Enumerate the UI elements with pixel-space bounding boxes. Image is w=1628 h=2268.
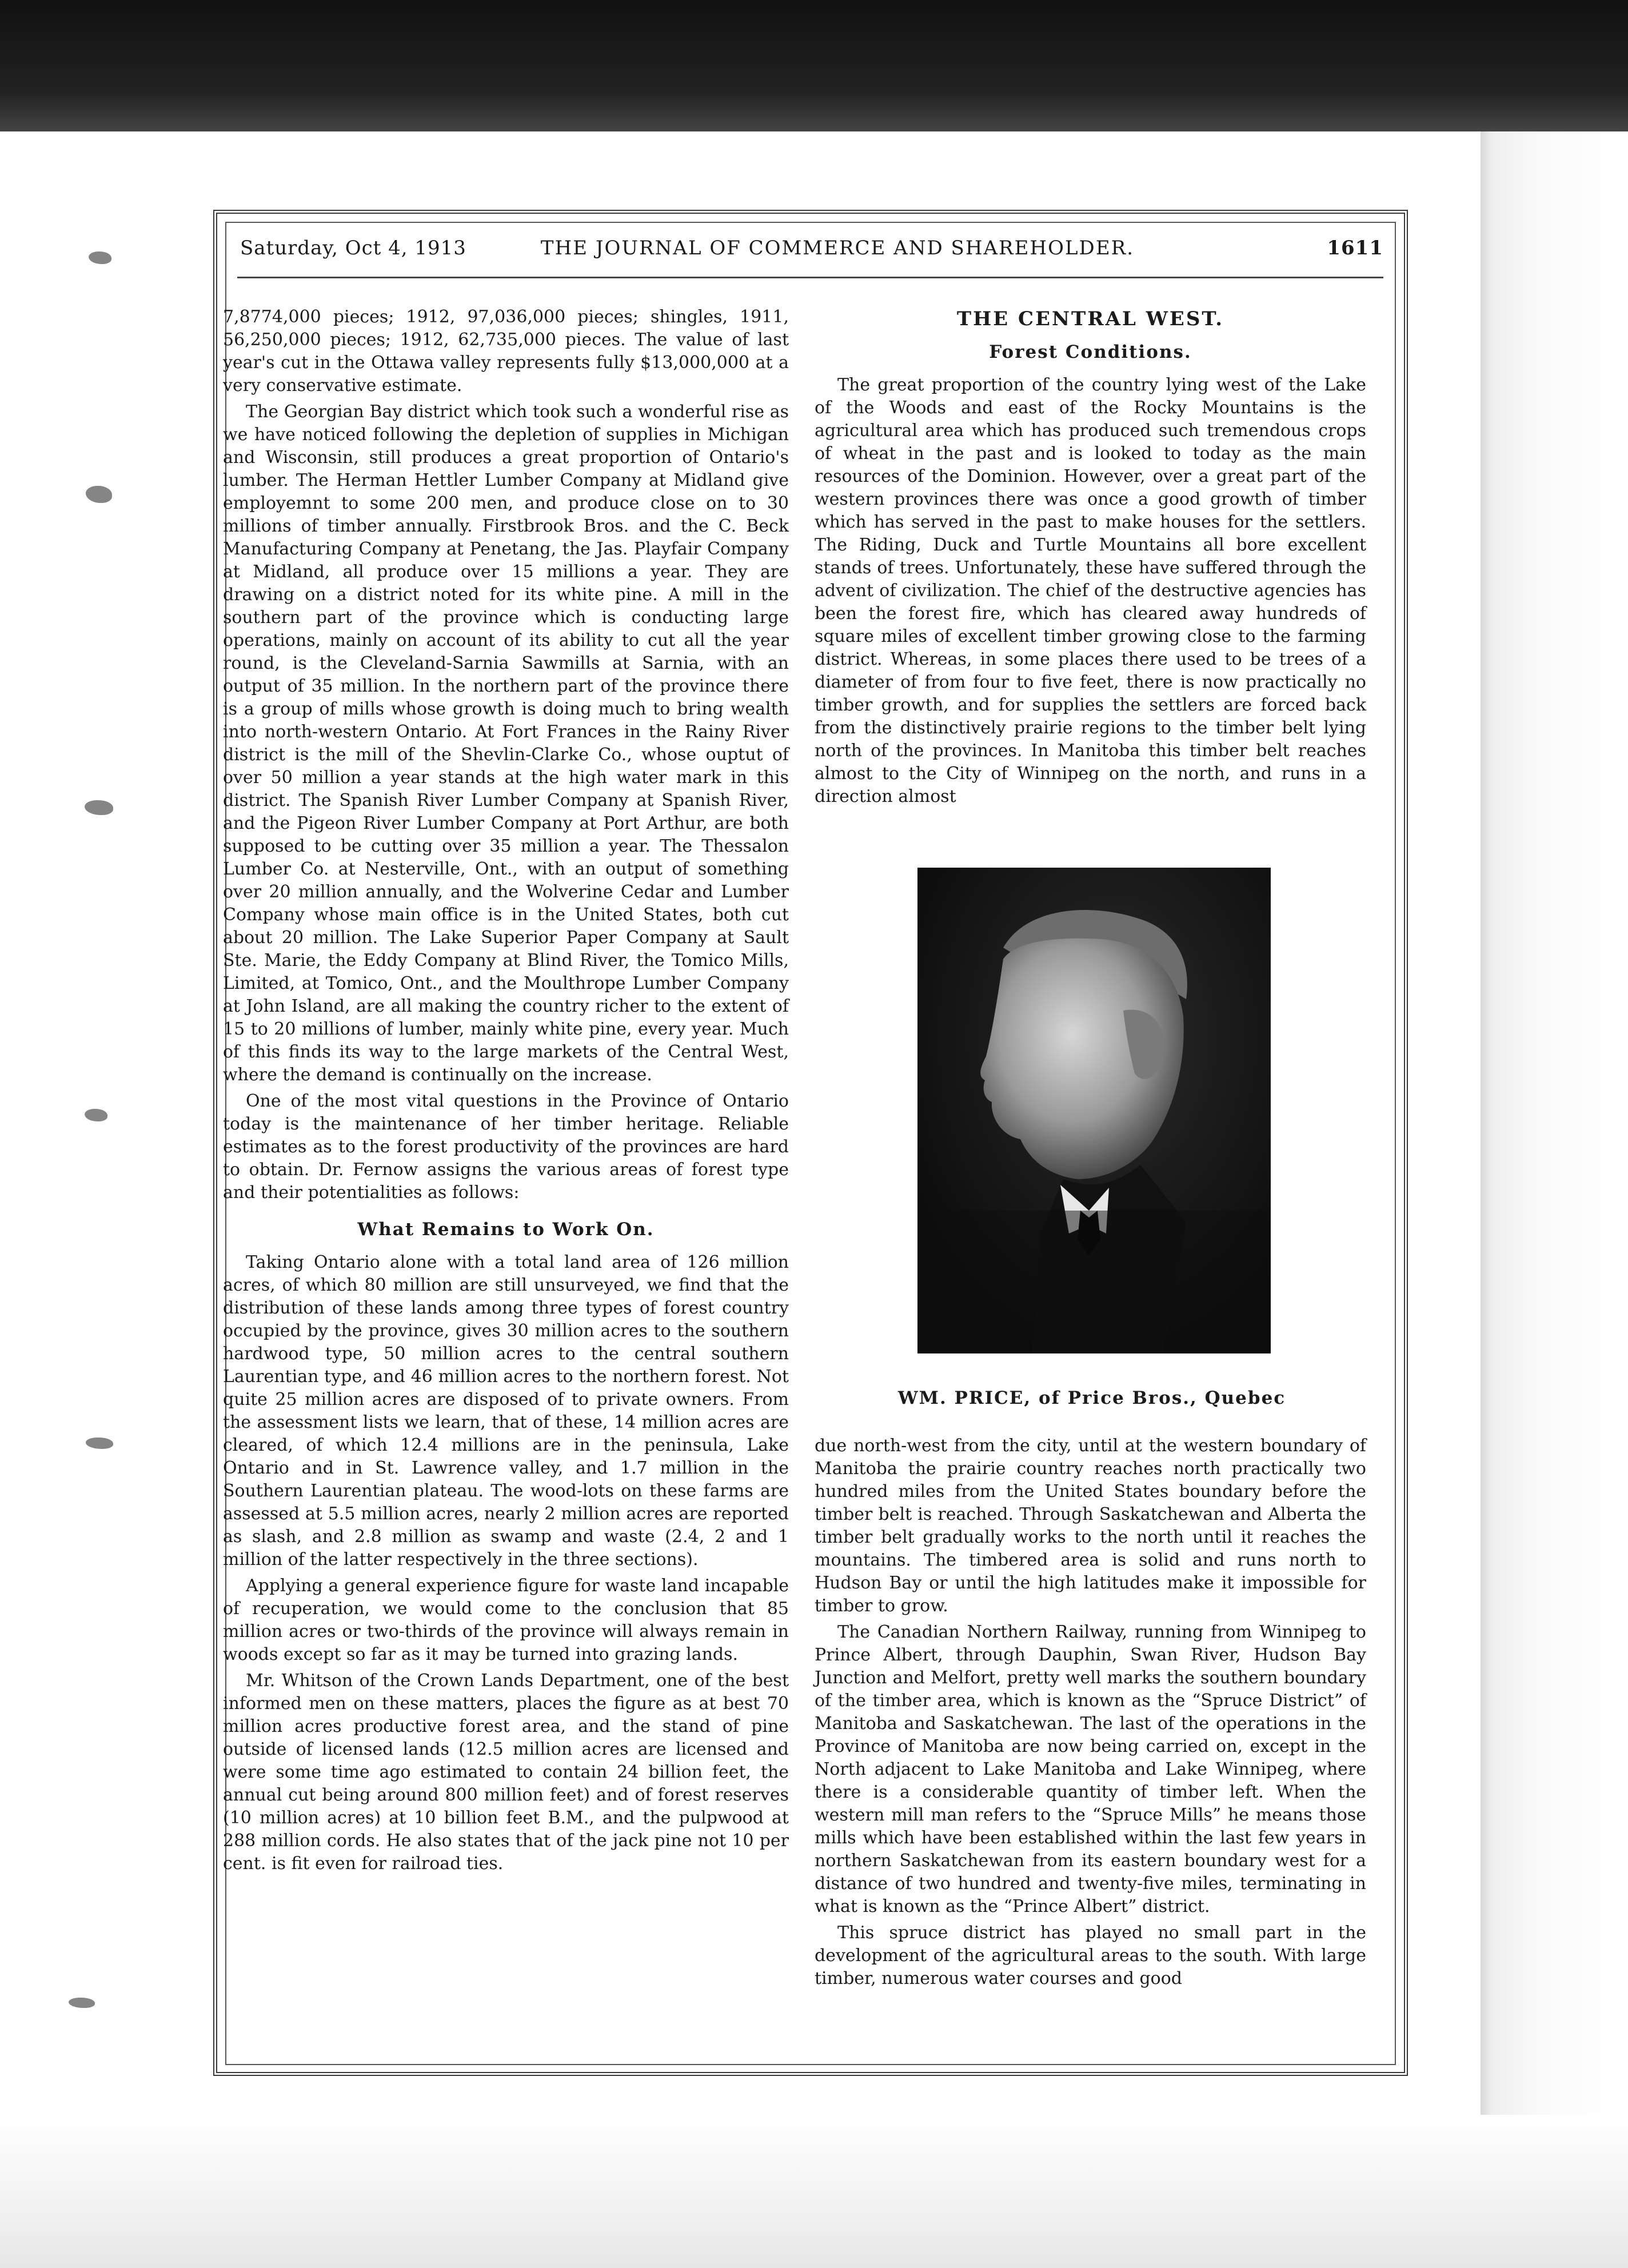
right-column-bottom [815, 1435, 1366, 1994]
portrait-illustration [917, 868, 1271, 1353]
right-column-top [815, 303, 1366, 812]
edge-blemish [86, 486, 112, 503]
edge-blemish [69, 1998, 95, 2008]
paragraph: The Canadian Northern Railway, running from Winnipeg to Prince Albert, through Dauphin, Swan River, Hudson Bay Junction and Melfort, pretty well marks the southern boundary of the timber area, which is known as the “Spruce District” of Manitoba and Saskatchewan. The last of the operations in the Province of Manitoba are now being carried on, except in the North adjacent to Lake Manitoba and Lake Winnipeg, where there is a considerable quantity of timber left. When the western mill man refers to the “Spruce Mills” he means those mills which have been established within the last few years in northern Saskatchewan from its eastern boundary west for a distance of two hundred and twenty-five miles, terminating in what is known as the “Prince Albert” district. [815, 1622, 1366, 1916]
paragraph: due north-west from the city, until at the western boundary of Manitoba the prairie country reaches north practically two hundred miles from the United States boundary before the timber belt is reached. Through Saskatchewan and Alberta the timber belt gradually works to the north until it reaches the mountains. The timbered area is solid and runs north to Hudson Bay or until the high latitudes make it impossible for timber to grow. [815, 1436, 1366, 1616]
page-number: 1611 [1327, 237, 1383, 259]
scan-right-margin [1481, 131, 1628, 2268]
journal-title: THE JOURNAL OF COMMERCE AND SHAREHOLDER. [540, 237, 1135, 259]
edge-blemish [89, 251, 111, 264]
edge-blemish [85, 800, 113, 815]
paragraph: The great proportion of the country lying west of the Lake of the Woods and east of the Rocky Mountains is the agricultural area which has produced such tremendous crops of wheat in the past and is looked to today as the main resources of the Dominion. However, over a great part of the western provinces there was once a good growth of timber which has served in the past to make houses for the settlers. The Riding, Duck and Turtle Mountains all bore excellent stands of trees. Unfortunately, these have suffered through the advent of civilization. The chief of the destructive agencies has been the forest fire, which has cleared away hundreds of square miles of excellent timber growing close to the farming district. Whereas, in some places there used to be trees of a diameter of from four to five feet, there is now practically no timber growth, and for supplies the settlers are forced back from the distinctively prairie regions to the timber belt lying north of the provinces. In Manitoba this timber belt reaches almost to the City of Winnipeg on the north, and runs in a direction almost [815, 375, 1366, 806]
left-column [223, 306, 789, 1879]
portrait-photo [917, 868, 1271, 1353]
paragraph: Applying a general experience figure for waste land incapable of recuperation, we would come to the conclusion that 85 million acres or two-thirds of the province will always remain in woods except so far as it may be turned into grazing lands. [223, 1576, 789, 1664]
paragraph: Taking Ontario alone with a total land area of 126 million acres, of which 80 million are still unsurveyed, we find that the distribution of these lands among three types of forest country occupied by the province, gives 30 million acres to the southern hardwood type, 50 million acres to the central southern Laurentian type, and 46 million acres to the northern forest. Not quite 25 million acres are disposed of to private owners. From the assessment lists we learn, that of these, 14 million acres are cleared, of which 12.4 millions are in the peninsula, Lake Ontario and in St. Lawrence valley, and 1.7 million in the Southern Laurentian plateau. The wood-lots on these farms are assessed at 5.5 million acres, nearly 2 million acres are reported as slash, and 2.8 million as swamp and waste (2.4, 2 and 1 million of the latter respectively in the three sections). [223, 1252, 789, 1570]
article-subheading: Forest Conditions. [989, 342, 1192, 362]
scan-bottom-margin [0, 2115, 1628, 2268]
header-rule [237, 277, 1383, 278]
paragraph: One of the most vital questions in the Province of Ontario today is the maintenance of her timber heritage. Reliable estimates as to the forest productivity of the provinces are hard to obtain. Dr. Fernow assigns the various areas of forest type and their potentialities as follows: [223, 1091, 789, 1203]
paragraph: The Georgian Bay district which took such a wonderful rise as we have noticed following the depletion of supplies in Michigan and Wisconsin, still produces a great proportion of Ontario's lumber. The Herman Hettler Lumber Company at Midland give employemnt to some 200 men, and produce close on to 30 millions of timber annually. Firstbrook Bros. and the C. Beck Manufacturing Company at Penetang, the Jas. Playfair Company at Midland, all produce over 15 millions a year. They are drawing on a district noted for its white pine. A mill in the southern part of the province which is conducting large operations, mainly on account of its ability to cut all the year round, is the Cleveland-Sarnia Sawmills at Sarnia, with an output of 35 million. In the northern part of the province there is a group of mills whose growth is doing much to bring wealth into north-western Ontario. At Fort Frances in the Rainy River district is the mill of the Shevlin-Clarke Co., whose ouptut of over 50 million a year stands at the high water mark in this district. The Spanish River Lumber Company at Spanish River, and the Pigeon River Lumber Company at Port Arthur, are both supposed to be cutting over 35 million a year. The Thessalon Lumber Co. at Nesterville, Ont., with an output of something over 20 million annually, and the Wolverine Cedar and Lumber Company whose main office is in the United States, both cut about 20 million. The Lake Superior Paper Company at Sault Ste. Marie, the Eddy Company at Blind River, the Tomico Mills, Limited, at Tomico, Ont., and the Moulthrope Lumber Company at John Island, are all making the country richer to the extent of 15 to 20 millions of lumber, mainly white pine, every year. Much of this finds its way to the large markets of the Central West, where the demand is continually on the increase. [223, 402, 789, 1085]
edge-blemish [86, 1438, 113, 1449]
header-date: Saturday, Oct 4, 1913 [240, 237, 466, 259]
paragraph: This spruce district has played no small part in the development of the agricultural areas to the south. With large timber, numerous water courses and good [815, 1923, 1366, 1989]
photo-caption: WM. PRICE, of Price Bros., Quebec [897, 1388, 1286, 1408]
edge-blemish [85, 1109, 107, 1121]
page-header [240, 229, 1383, 274]
article-heading: THE CENTRAL WEST. [956, 308, 1224, 330]
section-heading: What Remains to Work On. [357, 1219, 655, 1240]
paragraph: Mr. Whitson of the Crown Lands Department, one of the best informed men on these matters, places the figure as at best 70 million acres productive forest area, and the stand of pine outside of licensed lands (12.5 million acres are licensed and were some time ago estimated to contain 24 billion feet, the annual cut being around 800 million feet) and of forest reserves (10 million acres) at 10 billion feet B.M., and the pulpwood at 288 million cords. He also states that of the jack pine not 10 per cent. is fit even for railroad ties. [223, 1671, 789, 1874]
scan-top-shadow [0, 0, 1628, 131]
paragraph: 7,8774,000 pieces; 1912, 97,036,000 pieces; shingles, 1911, 56,250,000 pieces; 1912, 62,735,000 pieces. The value of last year's cut in the Ottawa valley represents fully $13,000,000 at a very conservative estimate. [223, 307, 789, 396]
